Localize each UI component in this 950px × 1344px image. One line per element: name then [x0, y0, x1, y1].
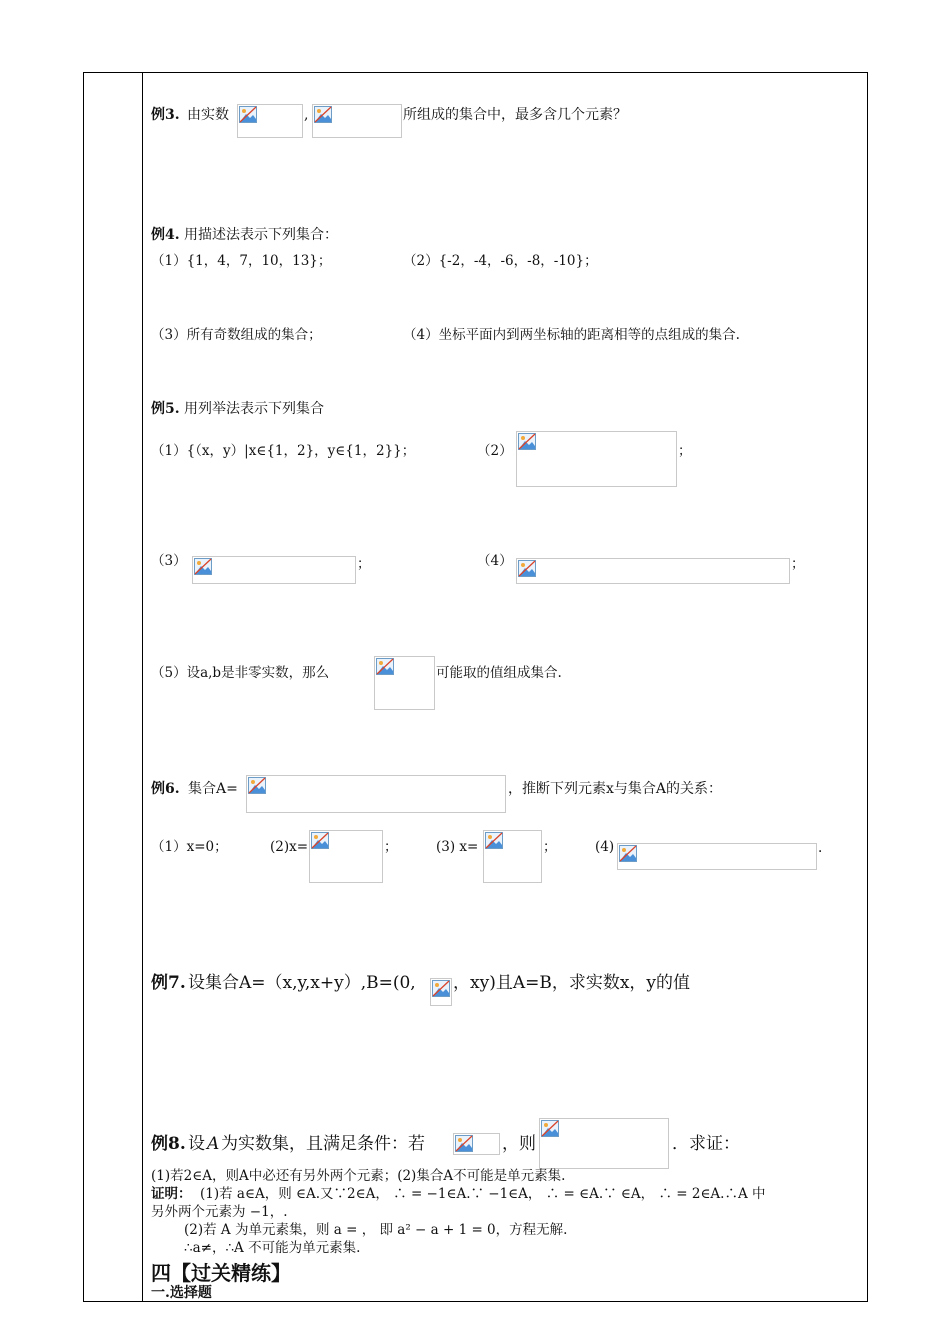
broken-image-icon: [432, 980, 450, 997]
ex5-image-4: [516, 558, 790, 584]
ex6-image-2: [309, 830, 383, 883]
ex6-image-set: [246, 775, 506, 813]
table-column-divider: [142, 72, 143, 1302]
ex6-period: .: [818, 840, 823, 856]
section-title: 四【过关精练】: [151, 1261, 291, 1285]
ex8-proof-line-2: 另外两个元素为 −1，.: [151, 1204, 288, 1220]
ex4-text: 用描述法表示下列集合：: [184, 227, 338, 243]
ex8-image-2: [539, 1118, 669, 1169]
ex5-item-4: （4）: [477, 553, 513, 569]
ex5-semicolon-3: ；: [357, 556, 371, 572]
ex6-semicolon-3: ；: [543, 839, 557, 855]
ex3-text-a: 由实数: [187, 107, 229, 123]
ex6-item-4: (4): [595, 839, 615, 855]
ex8-text-d: ．求证：: [672, 1134, 740, 1154]
ex6-image-3: [483, 830, 542, 883]
ex4-item-2: （2）{-2，-4，-6，-8，-10}；: [403, 253, 598, 269]
ex8-proof-line-1: (1)若 a∈A，则 ∈A.又∵2∈A， ∴ = −1∈A.∵ −1∈A， ∴ = ∈A.∵ ∈A， ∴ = 2∈A.∴A 中: [200, 1186, 766, 1202]
broken-image-icon: [314, 106, 332, 123]
ex6-text-b: ，推断下列元素x与集合A的关系：: [508, 781, 723, 797]
ex5-item-2: （2）: [477, 443, 513, 459]
ex5-image-3: [192, 556, 356, 584]
ex8-label: 例8.: [151, 1134, 186, 1154]
section-subtitle: 一.选择题: [151, 1285, 212, 1301]
broken-image-icon: [485, 832, 503, 849]
ex3-image-2: [312, 104, 402, 138]
broken-image-icon: [194, 558, 212, 575]
ex6-image-4: [617, 843, 817, 870]
ex3-label: 例3.: [151, 107, 180, 123]
ex7-label: 例7.: [151, 973, 186, 993]
ex5-item-5-a: （5）设a,b是非零实数，那么: [151, 665, 330, 681]
ex6-semicolon-2: ；: [384, 839, 398, 855]
broken-image-icon: [541, 1120, 559, 1137]
ex5-item-3: （3）: [151, 553, 187, 569]
ex5-semicolon-2: ；: [678, 443, 692, 459]
broken-image-icon: [518, 433, 536, 450]
ex6-item-3: (3) x=: [436, 839, 479, 855]
broken-image-icon: [239, 106, 257, 123]
ex4-item-1: （1）{1，4，7，10，13}；: [151, 253, 332, 269]
ex3-image-1: [237, 104, 303, 138]
ex7-text-b: ，xy)且A=B，求实数x，y的值: [453, 973, 691, 993]
ex8-text-b: 为实数集，且满足条件：若: [221, 1134, 425, 1154]
ex5-item-5-b: 可能取的值组成集合.: [436, 665, 562, 681]
broken-image-icon: [248, 777, 266, 794]
broken-image-icon: [619, 845, 637, 862]
ex3-text-b: 所组成的集合中，最多含几个元素？: [403, 107, 627, 123]
ex8-proof-line-4: ∴a≠，∴A 不可能为单元素集.: [184, 1240, 361, 1256]
ex8-image-1: [453, 1133, 500, 1155]
ex6-item-2: (2)x=: [270, 839, 309, 855]
ex7-text-a: 设集合A=（x,y,x+y）,B=(0,: [188, 973, 416, 993]
ex6-label: 例6.: [151, 781, 180, 797]
ex6-item-1: （1）x=0；: [151, 839, 228, 855]
ex3-comma: ,: [304, 107, 309, 123]
ex6-text-a: 集合A=: [188, 781, 238, 797]
ex5-text: 用列举法表示下列集合: [184, 401, 324, 417]
ex5-semicolon-4: ；: [791, 556, 805, 572]
ex8-set-symbol: A: [207, 1134, 220, 1154]
ex5-label: 例5.: [151, 401, 180, 417]
broken-image-icon: [376, 658, 394, 675]
ex8-proof-line-3: (2)若 A 为单元素集，则 a = ， 即 a² − a + 1 = 0，方程无解.: [184, 1222, 568, 1238]
ex4-label: 例4.: [151, 227, 180, 243]
ex4-item-4: （4）坐标平面内到两坐标轴的距离相等的点组成的集合.: [403, 327, 740, 343]
ex5-image-2: [516, 431, 677, 487]
broken-image-icon: [311, 832, 329, 849]
ex7-image: [430, 978, 452, 1006]
ex8-proof-label: 证明：: [151, 1186, 192, 1202]
ex5-image-5: [374, 656, 435, 710]
broken-image-icon: [455, 1135, 473, 1152]
broken-image-icon: [518, 560, 536, 577]
ex5-item-1: （1）{（x，y）|x∈{1，2}，y∈{1，2}}；: [151, 443, 416, 459]
ex8-text-c: ，则: [502, 1134, 536, 1154]
ex8-problem: (1)若2∈A，则A中必还有另外两个元素；(2)集合A不可能是单元素集.: [151, 1168, 566, 1184]
ex8-text-a: 设: [188, 1134, 205, 1154]
ex4-item-3: （3）所有奇数组成的集合；: [151, 327, 322, 343]
